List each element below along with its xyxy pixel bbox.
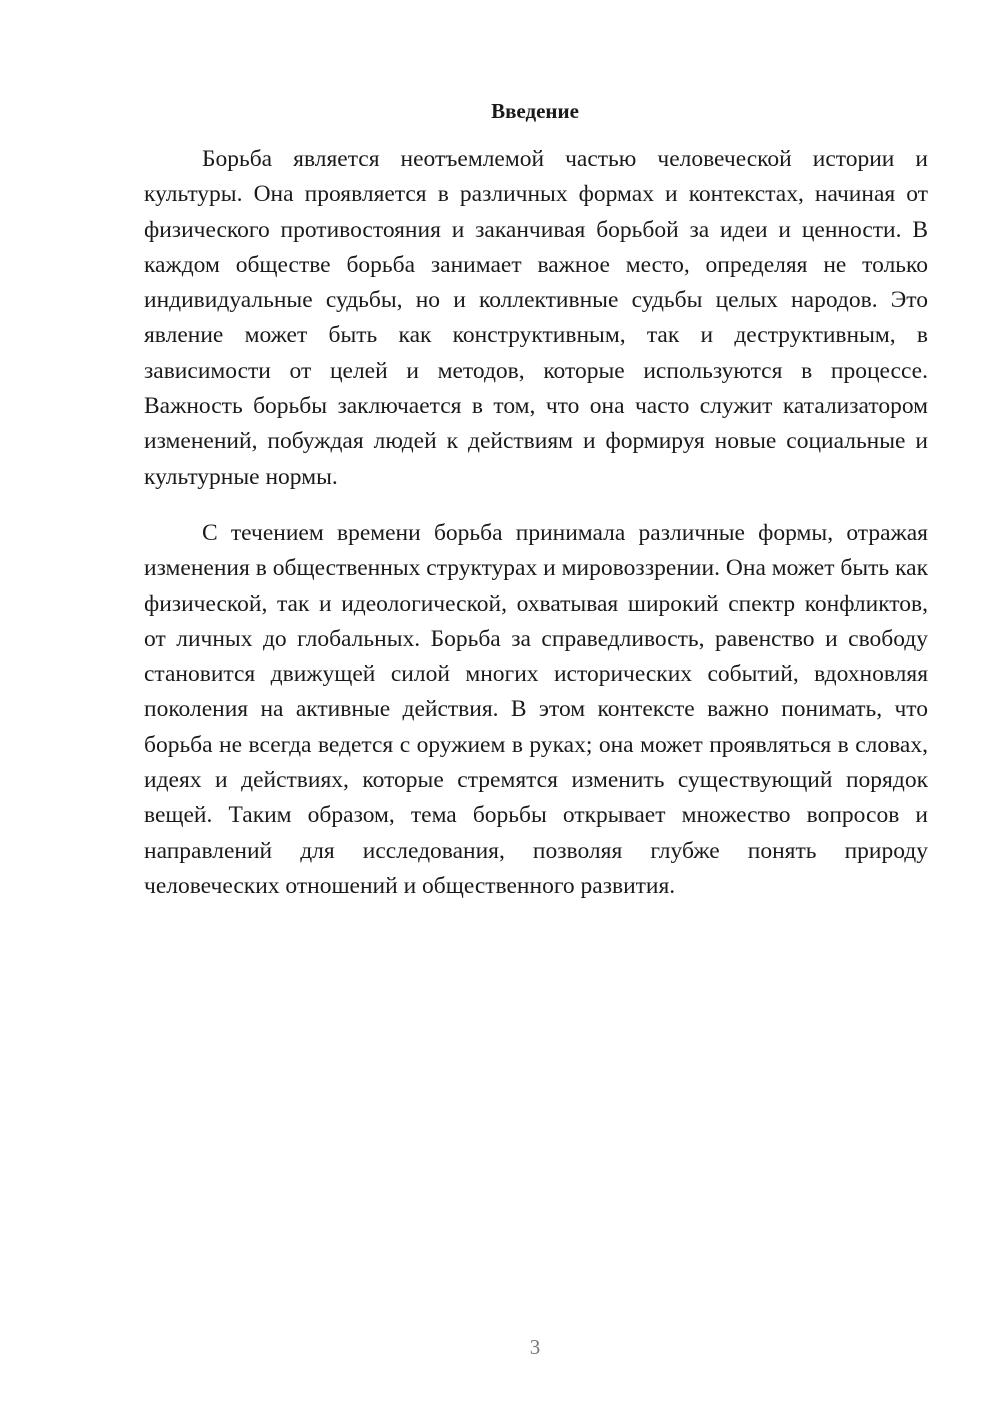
section-heading: Введение bbox=[491, 99, 579, 123]
paragraph-2: С течением времени борьба принимала различные формы, отражая изменения в общественных структурах и мировоззрении. Она может быть как физической, так и идеологической, охватывая широкий спектр конфликтов, от личных до глобальных. Борьба за справедливость, равенство и свободу становится движущей силой многих исторических событий, вдохновляя поколения на активные действия. В этом контексте важно понимать, что борьба не всегда ведется с оружием в руках; она может проявляться в словах, идеях и действиях, которые стремятся изменить существующий порядок вещей. Таким образом, тема борьбы открывает множество вопросов и направлений для исследования, позволяя глубже понять природу человеческих отношений и общественного развития. bbox=[144, 520, 928, 899]
page-number: 3 bbox=[529, 1335, 541, 1359]
paragraph-1: Борьба является неотъемлемой частью человеческой истории и культуры. Она проявляется в различных формах и контекстах, начиная от физического противостояния и заканчивая борьбой за идеи и ценности. В каждом обществе борьба занимает важное место, определяя не только индивидуальные судьбы, но и коллективные судьбы целых народов. Это явление может быть как конструктивным, так и деструктивным, в зависимости от целей и методов, которые используются в процессе. Важность борьбы заключается в том, что она часто служит катализатором изменений, побуждая людей к действиям и формируя новые социальные и культурные нормы. bbox=[144, 146, 928, 490]
